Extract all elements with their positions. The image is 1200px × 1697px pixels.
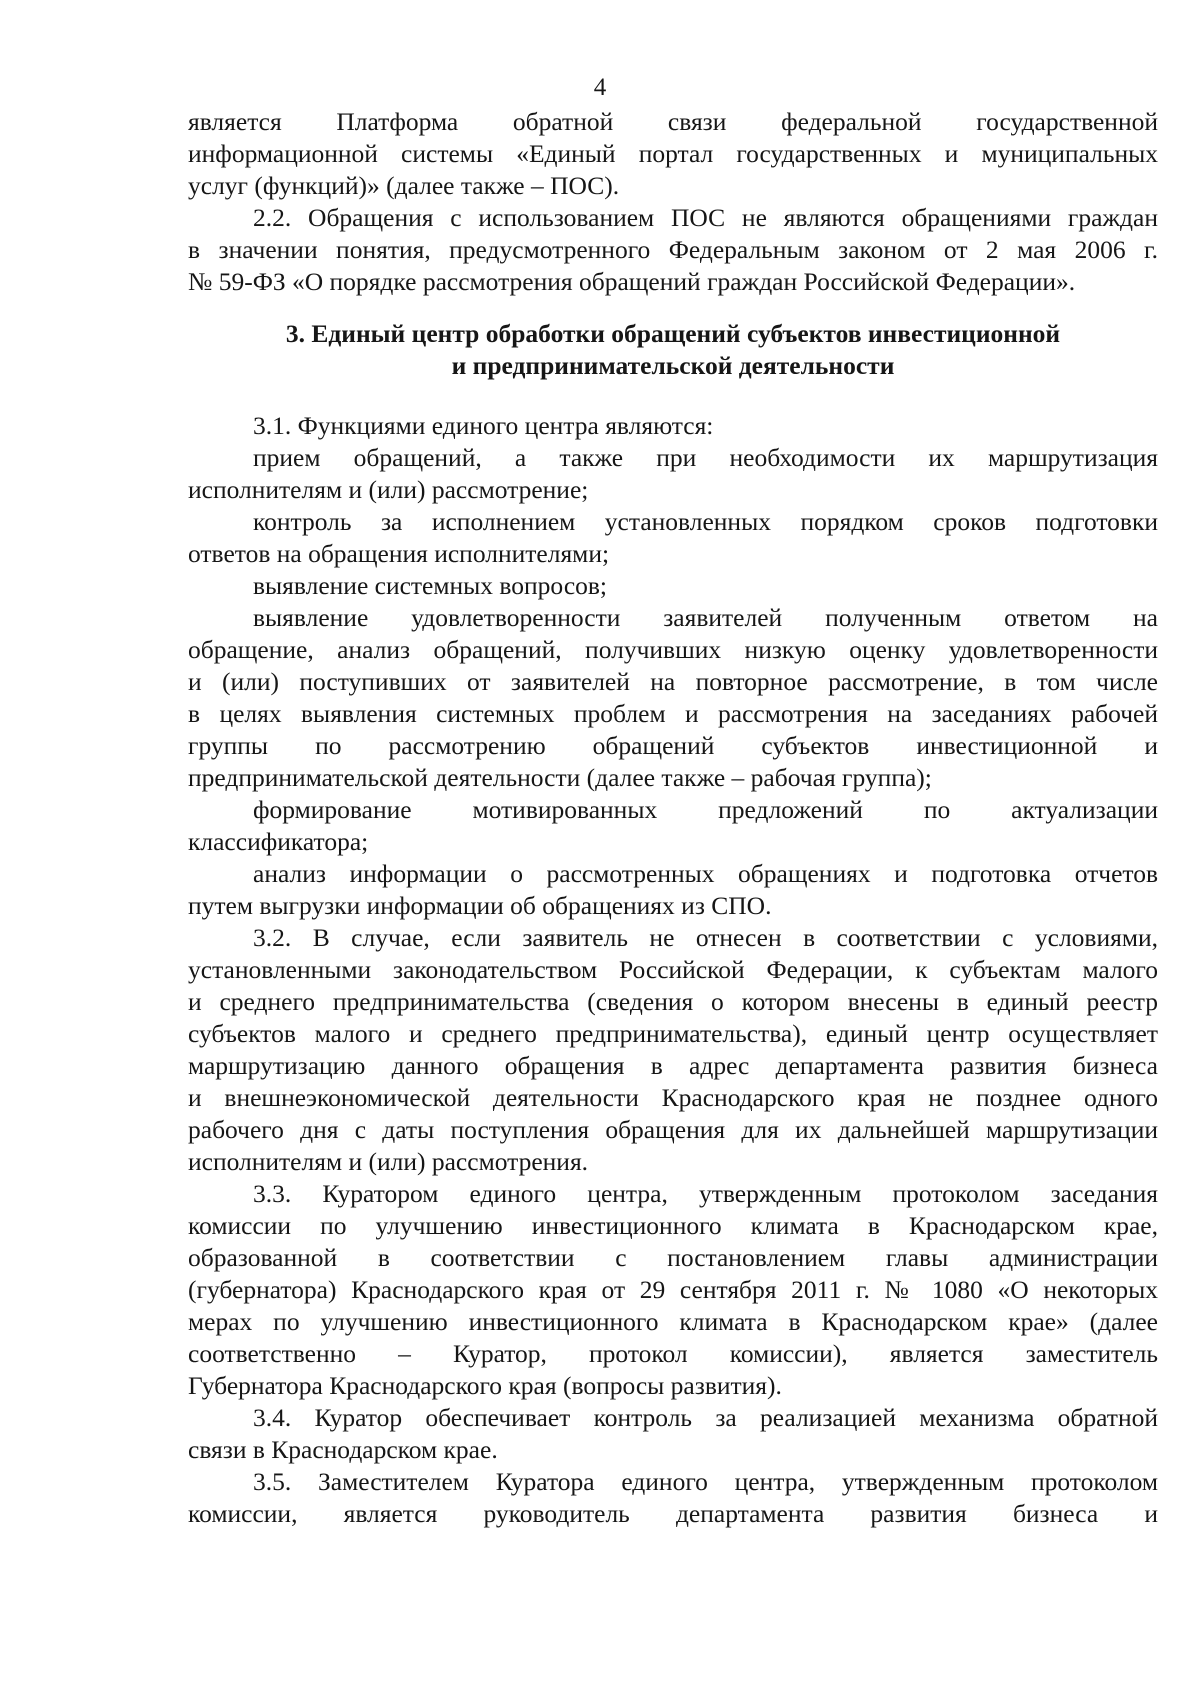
clause-3-3-line-5: мерах по улучшению инвестиционного климата в Краснодарском крае» (далее [188,1307,1158,1336]
clause-3-1-line-14: классификатора; [188,827,369,856]
intro-line-3: услуг (функций)» (далее также – ПОС). [188,171,620,200]
clause-3-2-line-2: установленными законодательством Российской Федерации, к субъектам малого [188,955,1158,984]
clause-3-3-line-1: 3.3. Куратором единого центра, утвержденным протоколом заседания [253,1179,1158,1208]
clause-3-1-line-10: в целях выявления системных проблем и рассмотрения на заседаниях рабочей [188,699,1158,728]
clause-3-5-line-2: комиссии, является руководитель департамента развития бизнеса и [188,1499,1158,1528]
clause-3-5-line-1: 3.5. Заместителем Куратора единого центра, утвержденным протоколом [253,1467,1158,1496]
clause-3-3-line-3: образованной в соответствии с постановлением главы администрации [188,1243,1158,1272]
clause-3-1-line-6: выявление системных вопросов; [253,571,608,600]
clause-3-1-line-11: группы по рассмотрению обращений субъектов инвестиционной и [188,731,1158,760]
clause-3-1-line-16: путем выгрузки информации об обращениях из СПО. [188,891,772,920]
section-3-heading-line-1: 3. Единый центр обработки обращений субъектов инвестиционной [285,319,1061,348]
clause-3-2-line-7: рабочего дня с даты поступления обращения для их дальнейшей маршрутизации [188,1115,1158,1144]
page-number: 4 [593,74,607,101]
clause-2-2-line-2: в значении понятия, предусмотренного Федеральным законом от 2 мая 2006 г. [188,235,1158,264]
clause-3-2-line-4: субъектов малого и среднего предпринимательства), единый центр осуществляет [188,1019,1158,1048]
clause-3-2-line-6: и внешнеэкономической деятельности Краснодарского края не позднее одного [188,1083,1158,1112]
clause-3-3-line-4: (губернатора) Краснодарского края от 29 сентября 2011 г. № 1080 «О некоторых [188,1275,1158,1304]
clause-3-1-line-9: и (или) поступивших от заявителей на повторное рассмотрение, в том числе [188,667,1158,696]
clause-3-2-line-3: и среднего предпринимательства (сведения о котором внесены в единый реестр [188,987,1158,1016]
clause-3-3-line-7: Губернатора Краснодарского края (вопросы развития). [188,1371,782,1400]
clause-2-2-line-1: 2.2. Обращения с использованием ПОС не являются обращениями граждан [253,203,1158,232]
clause-3-1-line-12: предпринимательской деятельности (далее также – рабочая группа); [188,763,932,792]
clause-3-4-line-2: связи в Краснодарском крае. [188,1435,498,1464]
clause-3-3-line-2: комиссии по улучшению инвестиционного климата в Краснодарском крае, [188,1211,1158,1240]
clause-3-1-line-1: 3.1. Функциями единого центра являются: [253,411,714,440]
clause-3-1-line-3: исполнителям и (или) рассмотрение; [188,475,589,504]
clause-3-3-line-6: соответственно – Куратор, протокол комиссии), является заместитель [188,1339,1158,1368]
clause-3-1-line-2: прием обращений, а также при необходимости их маршрутизация [253,443,1158,472]
clause-3-1-line-4: контроль за исполнением установленных порядком сроков подготовки [253,507,1158,536]
clause-3-1-line-13: формирование мотивированных предложений по актуализации [253,795,1158,824]
intro-line-2: информационной системы «Единый портал государственных и муниципальных [188,139,1158,168]
intro-line-1: является Платформа обратной связи федеральной государственной [188,107,1158,136]
clause-3-1-line-7: выявление удовлетворенности заявителей полученным ответом на [253,603,1158,632]
section-3-heading-line-2: и предпринимательской деятельности [451,351,895,380]
clause-3-1-line-8: обращение, анализ обращений, получивших низкую оценку удовлетворенности [188,635,1158,664]
clause-3-4-line-1: 3.4. Куратор обеспечивает контроль за реализацией механизма обратной [253,1403,1158,1432]
clause-2-2-line-3: № 59-ФЗ «О порядке рассмотрения обращений граждан Российской Федерации». [188,267,1076,296]
clause-3-1-line-15: анализ информации о рассмотренных обращениях и подготовка отчетов [253,859,1158,888]
clause-3-2-line-8: исполнителям и (или) рассмотрения. [188,1147,589,1176]
clause-3-2-line-1: 3.2. В случае, если заявитель не отнесен в соответствии с условиями, [253,923,1158,952]
clause-3-1-line-5: ответов на обращения исполнителями; [188,539,610,568]
clause-3-2-line-5: маршрутизацию данного обращения в адрес департамента развития бизнеса [188,1051,1158,1080]
